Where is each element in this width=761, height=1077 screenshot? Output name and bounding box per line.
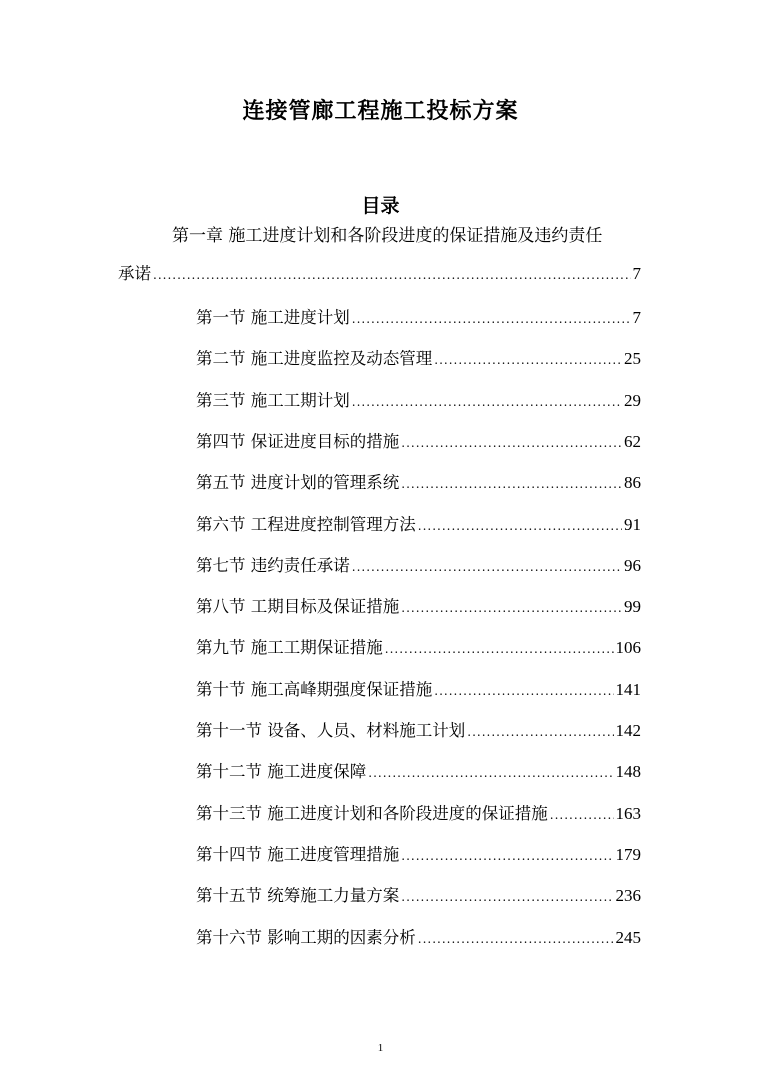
toc-entry[interactable] (196, 304, 641, 328)
toc-entry-label: 第十节 施工高峰期强度保证措施 (196, 679, 433, 699)
toc-entry[interactable] (196, 511, 641, 535)
toc-entry-label: 第十一节 设备、人员、材料施工计划 (196, 721, 466, 740)
toc-entry[interactable] (196, 717, 641, 741)
dot-leader (352, 395, 622, 409)
toc-entry-page: 236 (615, 886, 641, 906)
toc-chapter-entry[interactable] (118, 260, 641, 284)
toc-entry-page: 91 (624, 514, 641, 534)
dot-leader (434, 353, 622, 367)
toc-entry[interactable] (196, 345, 641, 369)
toc-entry-page: 141 (615, 679, 641, 699)
dot-leader (467, 725, 613, 739)
toc-entry-page: 148 (615, 762, 641, 782)
toc-entry[interactable] (196, 841, 641, 865)
toc-entry-label: 第十三节 施工进度计划和各阶段进度的保证措施 (196, 803, 548, 823)
toc-chapter-line1[interactable]: 第一章 施工进度计划和各阶段进度的保证措施及违约责任 (172, 226, 603, 246)
document-title: 连接管廊工程施工投标方案 (242, 99, 519, 124)
dot-leader (385, 642, 614, 656)
dot-leader (418, 519, 622, 533)
toc-entry-page: 163 (615, 803, 641, 823)
dot-leader (401, 436, 622, 450)
toc-entry-page: 7 (632, 264, 641, 283)
toc-entry[interactable] (196, 428, 641, 452)
dot-leader (352, 560, 622, 574)
toc-entry-label: 第一节 施工进度计划 (196, 308, 350, 327)
toc-entry-label: 第十五节 统筹施工力量方案 (196, 886, 400, 906)
toc-entry-page: 106 (615, 638, 641, 658)
toc-entry-label: 第三节 施工工期计划 (196, 390, 350, 410)
dot-leader (550, 808, 614, 822)
toc-entry-label: 第五节 进度计划的管理系统 (196, 473, 400, 493)
toc-entry[interactable] (196, 758, 641, 782)
dot-leader (368, 766, 613, 780)
toc-entry-page: 245 (615, 927, 641, 947)
toc-entry[interactable] (196, 552, 641, 576)
dot-leader (153, 268, 631, 282)
toc-heading: 目录 (361, 195, 400, 217)
toc-entry-page: 96 (624, 555, 641, 575)
toc-entry[interactable] (196, 882, 641, 906)
dot-leader (401, 890, 613, 904)
toc-entry-label: 第六节 工程进度控制管理方法 (196, 514, 416, 534)
toc-entry-label: 承诺 (118, 264, 151, 283)
dot-leader (401, 601, 622, 615)
dot-leader (352, 312, 631, 326)
toc-entry[interactable] (196, 676, 641, 700)
toc-entry-label: 第八节 工期目标及保证措施 (196, 597, 400, 617)
toc-entry-label: 第四节 保证进度目标的措施 (196, 431, 400, 451)
toc-entry-label: 第十二节 施工进度保障 (196, 762, 367, 782)
toc-entry-page: 25 (624, 349, 641, 369)
toc-entry-label: 第十六节 影响工期的因素分析 (196, 927, 416, 947)
toc-entry[interactable] (196, 593, 641, 617)
dot-leader (434, 684, 613, 698)
toc-entry[interactable] (196, 387, 641, 411)
toc-entry[interactable] (196, 924, 641, 948)
dot-leader (418, 932, 614, 946)
toc-entry[interactable] (196, 469, 641, 493)
page-number: 1 (377, 1042, 384, 1054)
toc-entry-label: 第七节 违约责任承诺 (196, 555, 350, 575)
toc-entry-label: 第九节 施工工期保证措施 (196, 638, 383, 658)
toc-entry[interactable] (196, 634, 641, 658)
toc-entry-label: 第二节 施工进度监控及动态管理 (196, 349, 433, 369)
toc-entry-page: 179 (615, 844, 641, 864)
toc-entry[interactable] (196, 800, 641, 824)
toc-entry-page: 62 (624, 431, 641, 451)
toc-entry-page: 7 (632, 308, 641, 327)
toc-entry-label: 第十四节 施工进度管理措施 (196, 844, 400, 864)
dot-leader (401, 849, 613, 863)
toc-entry-page: 29 (624, 390, 641, 410)
toc-entry-page: 99 (624, 597, 641, 617)
toc-entry-page: 86 (624, 473, 641, 493)
dot-leader (401, 477, 622, 491)
toc-entry-page: 142 (615, 721, 641, 740)
